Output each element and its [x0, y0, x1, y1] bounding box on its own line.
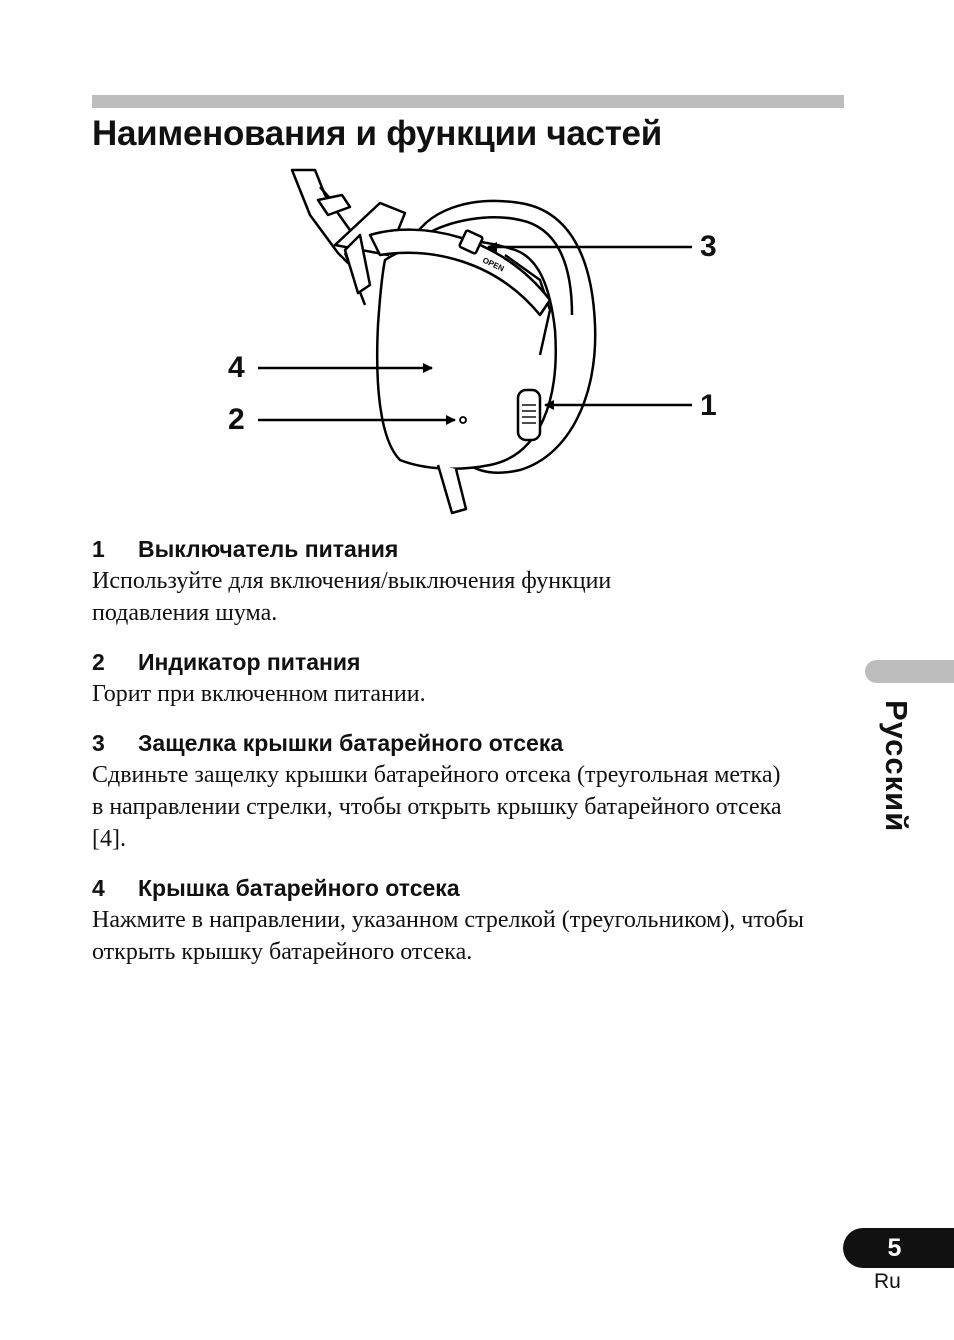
part-title: Выключатель питания	[138, 536, 399, 562]
part-heading	[92, 646, 842, 678]
language-tab-label: Русский	[879, 700, 914, 833]
part-number: 4	[92, 875, 105, 901]
callout-2: 2	[228, 403, 245, 436]
page-title: Наименования и функции частей	[92, 114, 662, 153]
part-description: Сдвиньте защелку крышки батарейного отсека (треугольная метка) в направлении стрелки, чтобы открыть крышку батарейного отсека [4].	[92, 762, 782, 852]
part-item	[92, 646, 842, 710]
top-rule	[92, 95, 844, 108]
part-description: Нажмите в направлении, указанном стрелкой (треугольником), чтобы открыть крышку батарейного отсека.	[92, 907, 804, 965]
part-heading	[92, 872, 842, 904]
part-item	[92, 533, 842, 629]
parts-list	[92, 533, 842, 985]
part-item	[92, 727, 842, 855]
part-number: 3	[92, 730, 105, 756]
headphone-drawing	[220, 165, 730, 520]
part-title: Индикатор питания	[138, 649, 361, 675]
page-number: 5	[843, 1228, 954, 1268]
language-tab-bar	[865, 660, 954, 683]
part-heading	[92, 727, 842, 759]
callout-1: 1	[700, 389, 717, 422]
part-title: Крышка батарейного отсека	[138, 875, 460, 901]
headphone-illustration	[220, 165, 730, 520]
callout-3: 3	[700, 230, 717, 263]
part-title: Защелка крышки батарейного отсека	[138, 730, 564, 756]
part-heading	[92, 533, 842, 565]
part-description: Используйте для включения/выключения функции подавления шума.	[92, 568, 612, 626]
part-number: 1	[92, 536, 105, 562]
callout-4: 4	[228, 351, 245, 384]
language-code: Ru	[874, 1270, 901, 1293]
part-item	[92, 872, 842, 968]
latch-open-label: OPEN	[481, 255, 506, 274]
part-description: Горит при включенном питании.	[92, 681, 426, 707]
part-number: 2	[92, 649, 105, 675]
